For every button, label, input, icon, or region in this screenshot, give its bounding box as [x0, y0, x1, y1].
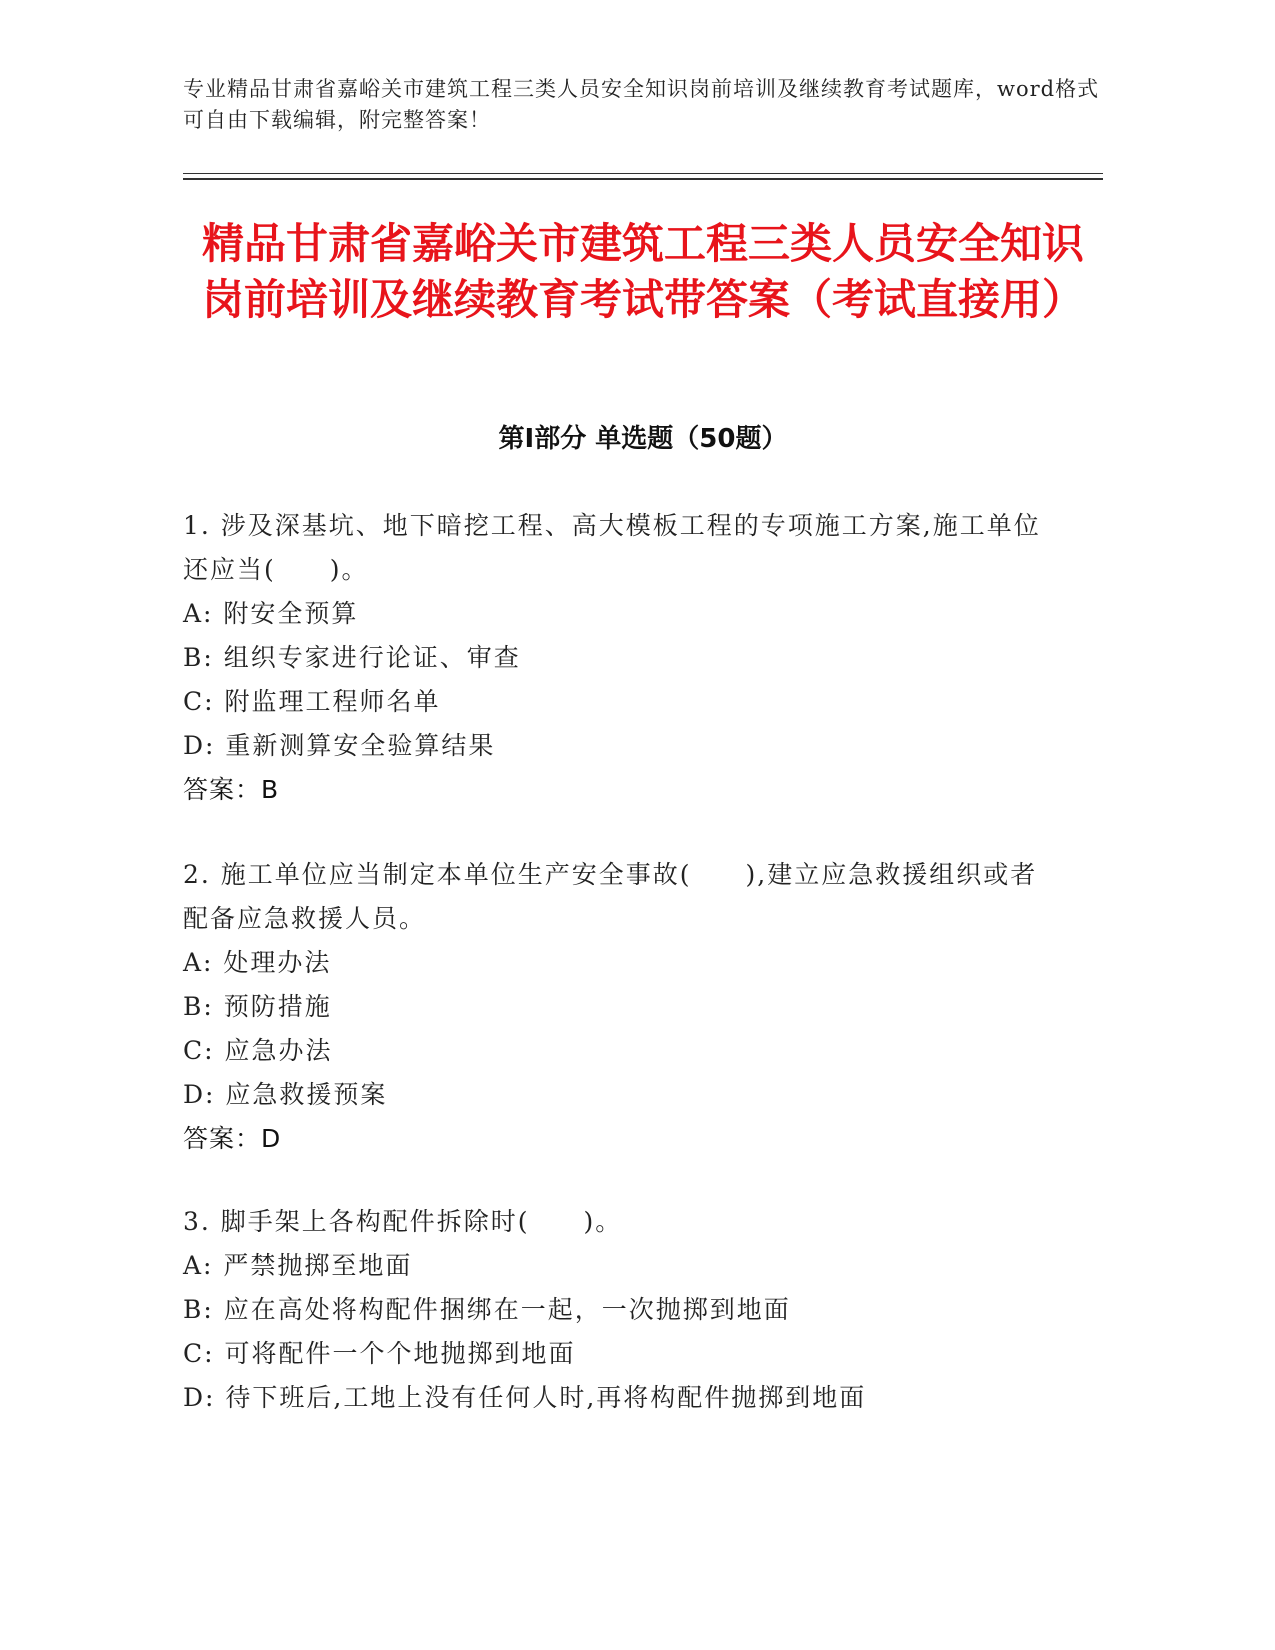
option-b: B: 应在高处将构配件捆绑在一起，一次抛掷到地面: [183, 1295, 791, 1324]
document-title: 精品甘肃省嘉峪关市建筑工程三类人员安全知识岗前培训及继续教育考试带答案（考试直接用）: [201, 219, 1084, 324]
option-b: B: 组织专家进行论证、审查: [183, 643, 521, 672]
question-stem: 2. 施工单位应当制定本单位生产安全事故( ),建立应急救援组织或者配备应急救援人员。: [183, 860, 1038, 933]
option-a: A: 附安全预算: [183, 599, 359, 628]
question-1: [183, 504, 1063, 812]
answer: 答案：B: [183, 775, 280, 804]
option-a: A: 处理办法: [183, 948, 332, 977]
option-c: C: 附监理工程师名单: [183, 687, 441, 716]
header-rule-thick: [183, 178, 1103, 180]
question-2: [183, 853, 1063, 1161]
header-rule-thin: [183, 173, 1103, 174]
option-c: C: 应急办法: [183, 1036, 333, 1065]
option-b: B: 预防措施: [183, 992, 332, 1021]
option-d: D: 待下班后,工地上没有任何人时,再将构配件抛掷到地面: [183, 1383, 867, 1412]
question-stem: 3. 脚手架上各构配件拆除时( )。: [183, 1207, 623, 1236]
section-title: 第Ⅰ部分 单选题（50题）: [498, 424, 788, 454]
header-note: 专业精品甘肃省嘉峪关市建筑工程三类人员安全知识岗前培训及继续教育考试题库，word格式可自由下载编辑，附完整答案！: [183, 77, 1100, 132]
question-stem: 1. 涉及深基坑、地下暗挖工程、高大模板工程的专项施工方案,施工单位还应当( )。: [183, 511, 1041, 584]
option-d: D: 应急救援预案: [183, 1080, 388, 1109]
option-c: C: 可将配件一个个地抛掷到地面: [183, 1339, 576, 1368]
option-a: A: 严禁抛掷至地面: [183, 1251, 413, 1280]
option-d: D: 重新测算安全验算结果: [183, 731, 496, 760]
answer: 答案：D: [183, 1124, 282, 1153]
question-3: [183, 1200, 1063, 1420]
